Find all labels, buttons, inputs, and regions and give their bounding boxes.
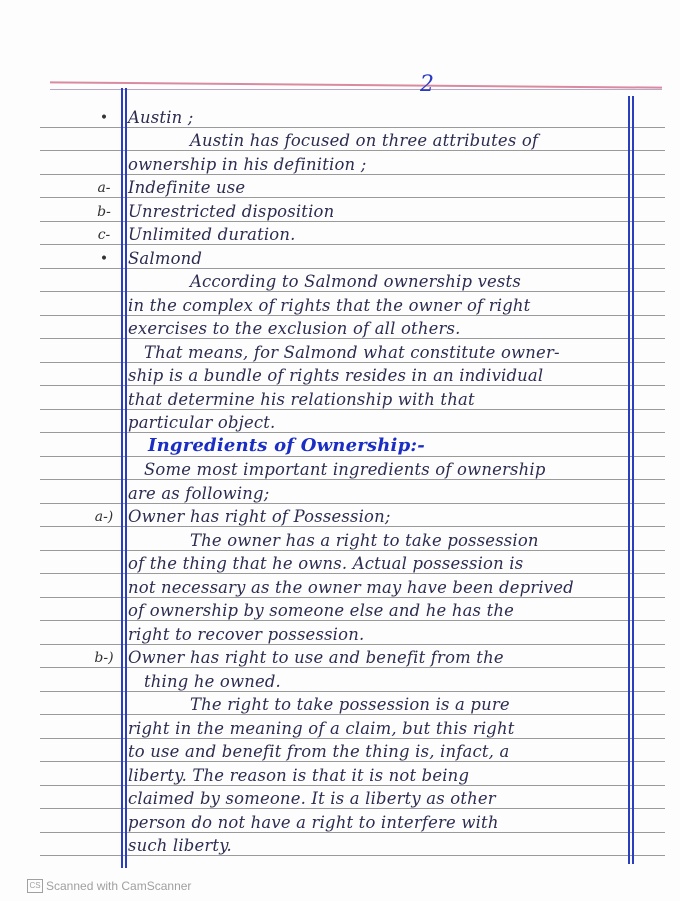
text-line <box>40 526 665 551</box>
right-margin-line <box>628 96 630 864</box>
handwritten-text: That means, for Salmond what constitute owner- <box>144 342 560 362</box>
text-line <box>40 385 665 410</box>
text-line <box>40 597 665 622</box>
handwritten-text: claimed by someone. It is a liberty as other <box>128 789 496 808</box>
handwritten-text: According to Salmond ownership vests <box>190 272 521 291</box>
handwritten-text: ownership in his definition ; <box>128 154 367 174</box>
handwritten-text: that determine his relationship with that <box>128 389 475 409</box>
handwritten-text: of the thing that he owns. Actual possession is <box>128 554 524 573</box>
text-line <box>40 362 665 387</box>
handwritten-text: right to recover possession. <box>128 624 365 644</box>
text-line <box>40 103 665 128</box>
text-line <box>40 785 665 810</box>
text-line <box>40 832 665 857</box>
handwritten-text: exercises to the exclusion of all others. <box>128 319 461 338</box>
handwritten-text: person do not have a right to interfere with <box>128 812 499 832</box>
text-line <box>40 315 665 340</box>
handwritten-text: Austin has focused on three attributes of <box>190 131 539 150</box>
text-line <box>40 291 665 316</box>
line-marker: b- <box>97 203 111 220</box>
handwritten-text: The right to take possession is a pure <box>190 695 510 714</box>
left-margin-line-inner <box>125 88 127 868</box>
line-marker: • <box>99 250 109 267</box>
handwritten-text: particular object. <box>128 413 276 432</box>
text-line <box>40 150 665 175</box>
page-number: 2 <box>420 72 434 97</box>
handwritten-text: of ownership by someone else and he has the <box>128 601 515 620</box>
line-marker: • <box>99 109 109 126</box>
line-marker: a- <box>97 180 111 196</box>
handwritten-text: The owner has a right to take possession <box>190 530 539 550</box>
handwritten-text: Owner has right of Possession; <box>128 507 391 526</box>
handwritten-text: not necessary as the owner may have been deprived <box>128 577 574 597</box>
text-line <box>40 738 665 763</box>
section-heading: Ingredients of Ownership:- <box>148 434 425 456</box>
text-line <box>40 714 665 739</box>
handwritten-text: Austin ; <box>128 107 194 127</box>
handwritten-text: such liberty. <box>128 836 232 855</box>
text-line <box>40 432 665 457</box>
text-line <box>40 691 665 716</box>
text-line <box>40 573 665 598</box>
handwritten-text: Owner has right to use and benefit from the <box>128 648 504 667</box>
scanner-watermark <box>27 879 191 893</box>
text-line <box>40 550 665 575</box>
text-line <box>40 620 665 645</box>
line-marker: b-) <box>94 650 114 666</box>
top-margin-line-secondary <box>50 89 662 90</box>
text-line <box>40 503 665 528</box>
handwritten-text: thing he owned. <box>144 671 281 691</box>
watermark-text: Scanned with CamScanner <box>46 879 192 893</box>
handwritten-text: ship is a bundle of rights resides in an individual <box>128 366 544 385</box>
handwritten-text: Unlimited duration. <box>128 225 296 244</box>
text-line <box>40 761 665 786</box>
text-line <box>40 197 665 222</box>
camscanner-logo-icon: CS <box>27 879 43 893</box>
text-line <box>40 409 665 434</box>
handwritten-text: Unrestricted disposition <box>128 201 335 221</box>
text-line <box>40 244 665 269</box>
left-margin-line <box>121 88 123 868</box>
text-line <box>40 268 665 293</box>
handwritten-text: in the complex of rights that the owner of right <box>128 295 531 315</box>
text-line <box>40 456 665 481</box>
text-line <box>40 644 665 669</box>
right-margin-line-inner <box>632 96 634 864</box>
handwritten-text: Some most important ingredients of ownership <box>144 460 546 479</box>
handwritten-text: Indefinite use <box>128 178 246 197</box>
handwritten-text: are as following; <box>128 483 270 503</box>
handwritten-text: Salmond <box>128 248 203 268</box>
text-line <box>40 338 665 363</box>
text-line <box>40 127 665 152</box>
text-line <box>40 221 665 246</box>
line-marker: c- <box>97 227 111 243</box>
text-line <box>40 808 665 833</box>
text-line <box>40 479 665 504</box>
text-line <box>40 667 665 692</box>
text-line <box>40 174 665 199</box>
line-marker: a-) <box>94 509 114 525</box>
handwritten-text: right in the meaning of a claim, but this right <box>128 718 515 738</box>
handwritten-text: to use and benefit from the thing is, infact, a <box>128 742 510 761</box>
handwritten-text: liberty. The reason is that it is not being <box>128 765 470 785</box>
top-margin-line <box>50 81 662 88</box>
